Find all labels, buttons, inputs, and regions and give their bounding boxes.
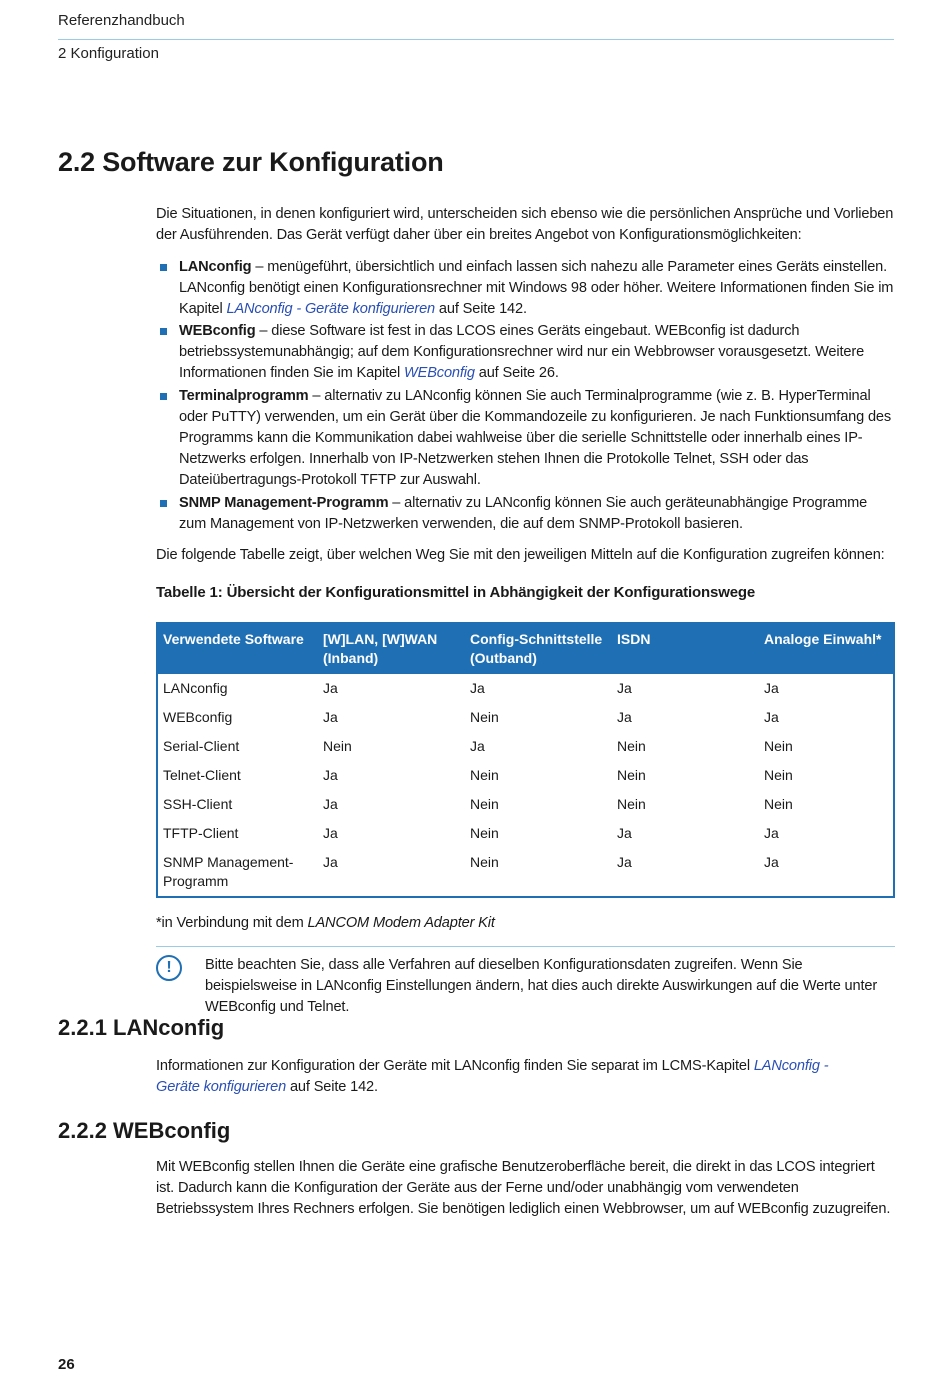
page-number: 26: [58, 1356, 75, 1373]
table-row: [157, 732, 894, 761]
table-caption: Tabelle 1: Übersicht der Konfigurationsmittel in Abhängigkeit der Konfigurationswege: [156, 584, 756, 601]
bullet-text: – alternativ zu LANconfig können Sie auch Terminalprogramme (wie z. B. HyperTerminal oder PuTTY) verwenden, um ein Gerät über die Kommandozeile zu konfigurieren. Je nach Funktionsumfang des Programms kann die Kommunikation dabei wahlweise über die serielle Schnittstelle oder innerhalb eines IP-Netzwerks erfolgen. Innerhalb von IP-Netzwerken stehen Ihnen die Protokolle Telnet, SSH oder das Dateiübertragungs-Protokoll TFTP zur Auswahl.: [179, 388, 892, 488]
cross-reference-link[interactable]: LANconfig - Geräte konfigurieren: [156, 1058, 829, 1095]
bullet-item-snmp: [179, 493, 895, 535]
table-header-row: [157, 623, 894, 674]
table-cell: Nein: [617, 796, 646, 812]
bullet-item-webconfig: [179, 321, 895, 384]
table-cell: Nein: [764, 767, 793, 783]
bullet-text: auf Seite 26.: [474, 365, 559, 381]
table-cell: Ja: [470, 738, 485, 754]
bullet-term: SNMP Management-Programm: [179, 495, 389, 511]
table-cell: LANconfig: [163, 680, 228, 696]
bullet-text: – alternativ zu LANconfig können Sie auch geräteunabhängige Programme zum Management von IP-Netzwerken verwenden, die auf dem SNMP-Protokoll basieren.: [179, 495, 868, 532]
table-header-cell: ISDN: [612, 623, 759, 674]
section-intro: Die Situationen, in denen konfiguriert wird, unterscheiden sich ebenso wie die persönlichen Ansprüche und Vorlieben der Ausführenden. Das Gerät verfügt daher über ein breites Angebot von Konfigurationsmöglichkeiten:: [156, 206, 894, 243]
table-footnote: [156, 913, 896, 934]
table-cell: Nein: [323, 738, 352, 754]
footnote-text: *in Verbindung mit dem: [156, 915, 308, 931]
table-cell: Nein: [470, 767, 499, 783]
table-row: [157, 761, 894, 790]
table-cell: Nein: [764, 796, 793, 812]
table-cell: Nein: [617, 738, 646, 754]
bullet-term: Terminalprogramm: [179, 388, 309, 404]
bullet-square-icon: [160, 328, 167, 335]
bullet-square-icon: [160, 264, 167, 271]
bullet-item-lanconfig: [179, 257, 895, 320]
table-cell: Ja: [470, 680, 485, 696]
table-cell: Nein: [470, 796, 499, 812]
table-header-cell: [W]LAN, [W]WAN (Inband): [318, 623, 465, 674]
running-header-chapter: 2 Konfiguration: [58, 45, 159, 62]
note-text: Bitte beachten Sie, dass alle Verfahren auf dieselben Konfigurationsdaten zugreifen. Wenn Sie beispielsweise in LANconfig Einstellungen ändern, hat dies auch direkte Auswirkungen auf die Werte unter WEBconfig und Telnet.: [205, 957, 878, 1015]
table-cell: Ja: [617, 854, 632, 870]
cross-reference-link[interactable]: WEBconfig: [404, 365, 475, 381]
table-cell: Ja: [764, 854, 779, 870]
table-cell: Ja: [323, 680, 338, 696]
table-cell: SNMP Management-Programm: [163, 854, 294, 889]
bullet-term: LANconfig: [179, 259, 252, 275]
table-header-cell: Verwendete Software: [157, 623, 318, 674]
table-cell: Ja: [323, 854, 338, 870]
table-cell: WEBconfig: [163, 709, 233, 725]
table-row: [157, 703, 894, 732]
table-row: [157, 790, 894, 819]
table-cell: Ja: [323, 709, 338, 725]
subsection-text-lanconfig: [156, 1056, 876, 1098]
table-cell: Ja: [323, 825, 338, 841]
bullet-text: – menügeführt, übersichtlich und einfach lassen sich nahezu alle Parameter eines Geräts einstellen. LANconfig benötigt einen Konfigurationsrechner mit Windows 98 oder höher. Weitere Informationen finden Sie im Kapitel: [179, 259, 894, 317]
bullet-item-terminal: [179, 386, 895, 491]
table-row: [157, 848, 894, 897]
table-cell: Telnet-Client: [163, 767, 241, 783]
cross-reference-link[interactable]: LANconfig - Geräte konfigurieren: [226, 301, 436, 317]
table-header-cell: Analoge Einwahl*: [759, 623, 894, 674]
subsection-title-lanconfig: 2.2.1 LANconfig: [58, 1015, 225, 1040]
table-row: [157, 819, 894, 848]
table-cell: Serial-Client: [163, 738, 240, 754]
bullet-square-icon: [160, 500, 167, 507]
table-intro: Die folgende Tabelle zeigt, über welchen Weg Sie mit den jeweiligen Mitteln auf die Konfiguration zugreifen können:: [156, 547, 885, 563]
paragraph-text: Informationen zur Konfiguration der Geräte mit LANconfig finden Sie separat im LCMS-Kapitel: [156, 1058, 754, 1074]
table-cell: Ja: [764, 680, 779, 696]
subsection-text-webconfig: Mit WEBconfig stellen Ihnen die Geräte eine grafische Benutzeroberfläche bereit, die direkt in das LCOS integriert ist. Dadurch kann die Konfiguration der Geräte aus der Ferne und/oder unabhängig vom verwendeten Betriebssystem Ihres Rechners erfolgen. Sie benötigen lediglich einen Webbrowser, um auf WEBconfig zuzugreifen.: [156, 1159, 891, 1217]
exclamation-icon: !: [156, 955, 182, 981]
bullet-term: WEBconfig: [179, 323, 256, 339]
table-cell: Ja: [617, 709, 632, 725]
table-cell: Ja: [323, 796, 338, 812]
bullet-text: auf Seite 142.: [435, 301, 527, 317]
table-cell: Ja: [617, 825, 632, 841]
table-header-cell: Config-Schnittstelle (Outband): [465, 623, 612, 674]
table-cell: Nein: [617, 767, 646, 783]
header-rule: [58, 39, 894, 40]
table-cell: SSH-Client: [163, 796, 233, 812]
table-cell: Ja: [617, 680, 632, 696]
config-table: [156, 622, 895, 898]
table-cell: Nein: [470, 825, 499, 841]
running-header-book: Referenzhandbuch: [58, 12, 185, 29]
subsection-title-webconfig: 2.2.2 WEBconfig: [58, 1118, 231, 1143]
table-cell: Nein: [470, 854, 499, 870]
bullet-square-icon: [160, 393, 167, 400]
table-cell: Ja: [764, 709, 779, 725]
table-row: [157, 674, 894, 703]
footnote-product: LANCOM Modem Adapter Kit: [307, 915, 495, 931]
table-cell: Nein: [470, 709, 499, 725]
paragraph-text: auf Seite 142.: [286, 1079, 378, 1095]
table-cell: Ja: [764, 825, 779, 841]
bullet-text: – diese Software ist fest in das LCOS eines Geräts eingebaut. WEBconfig ist dadurch betriebssystemunabhängig; auf dem Konfigurationsrechner wird nur ein Webbrowser vorausgesetzt. Weitere Informationen finden Sie im Kapitel: [179, 323, 865, 381]
section-title: 2.2 Software zur Konfiguration: [58, 147, 444, 177]
table-cell: Ja: [323, 767, 338, 783]
note-rule: [156, 946, 895, 947]
table-cell: Nein: [764, 738, 793, 754]
table-cell: TFTP-Client: [163, 825, 239, 841]
